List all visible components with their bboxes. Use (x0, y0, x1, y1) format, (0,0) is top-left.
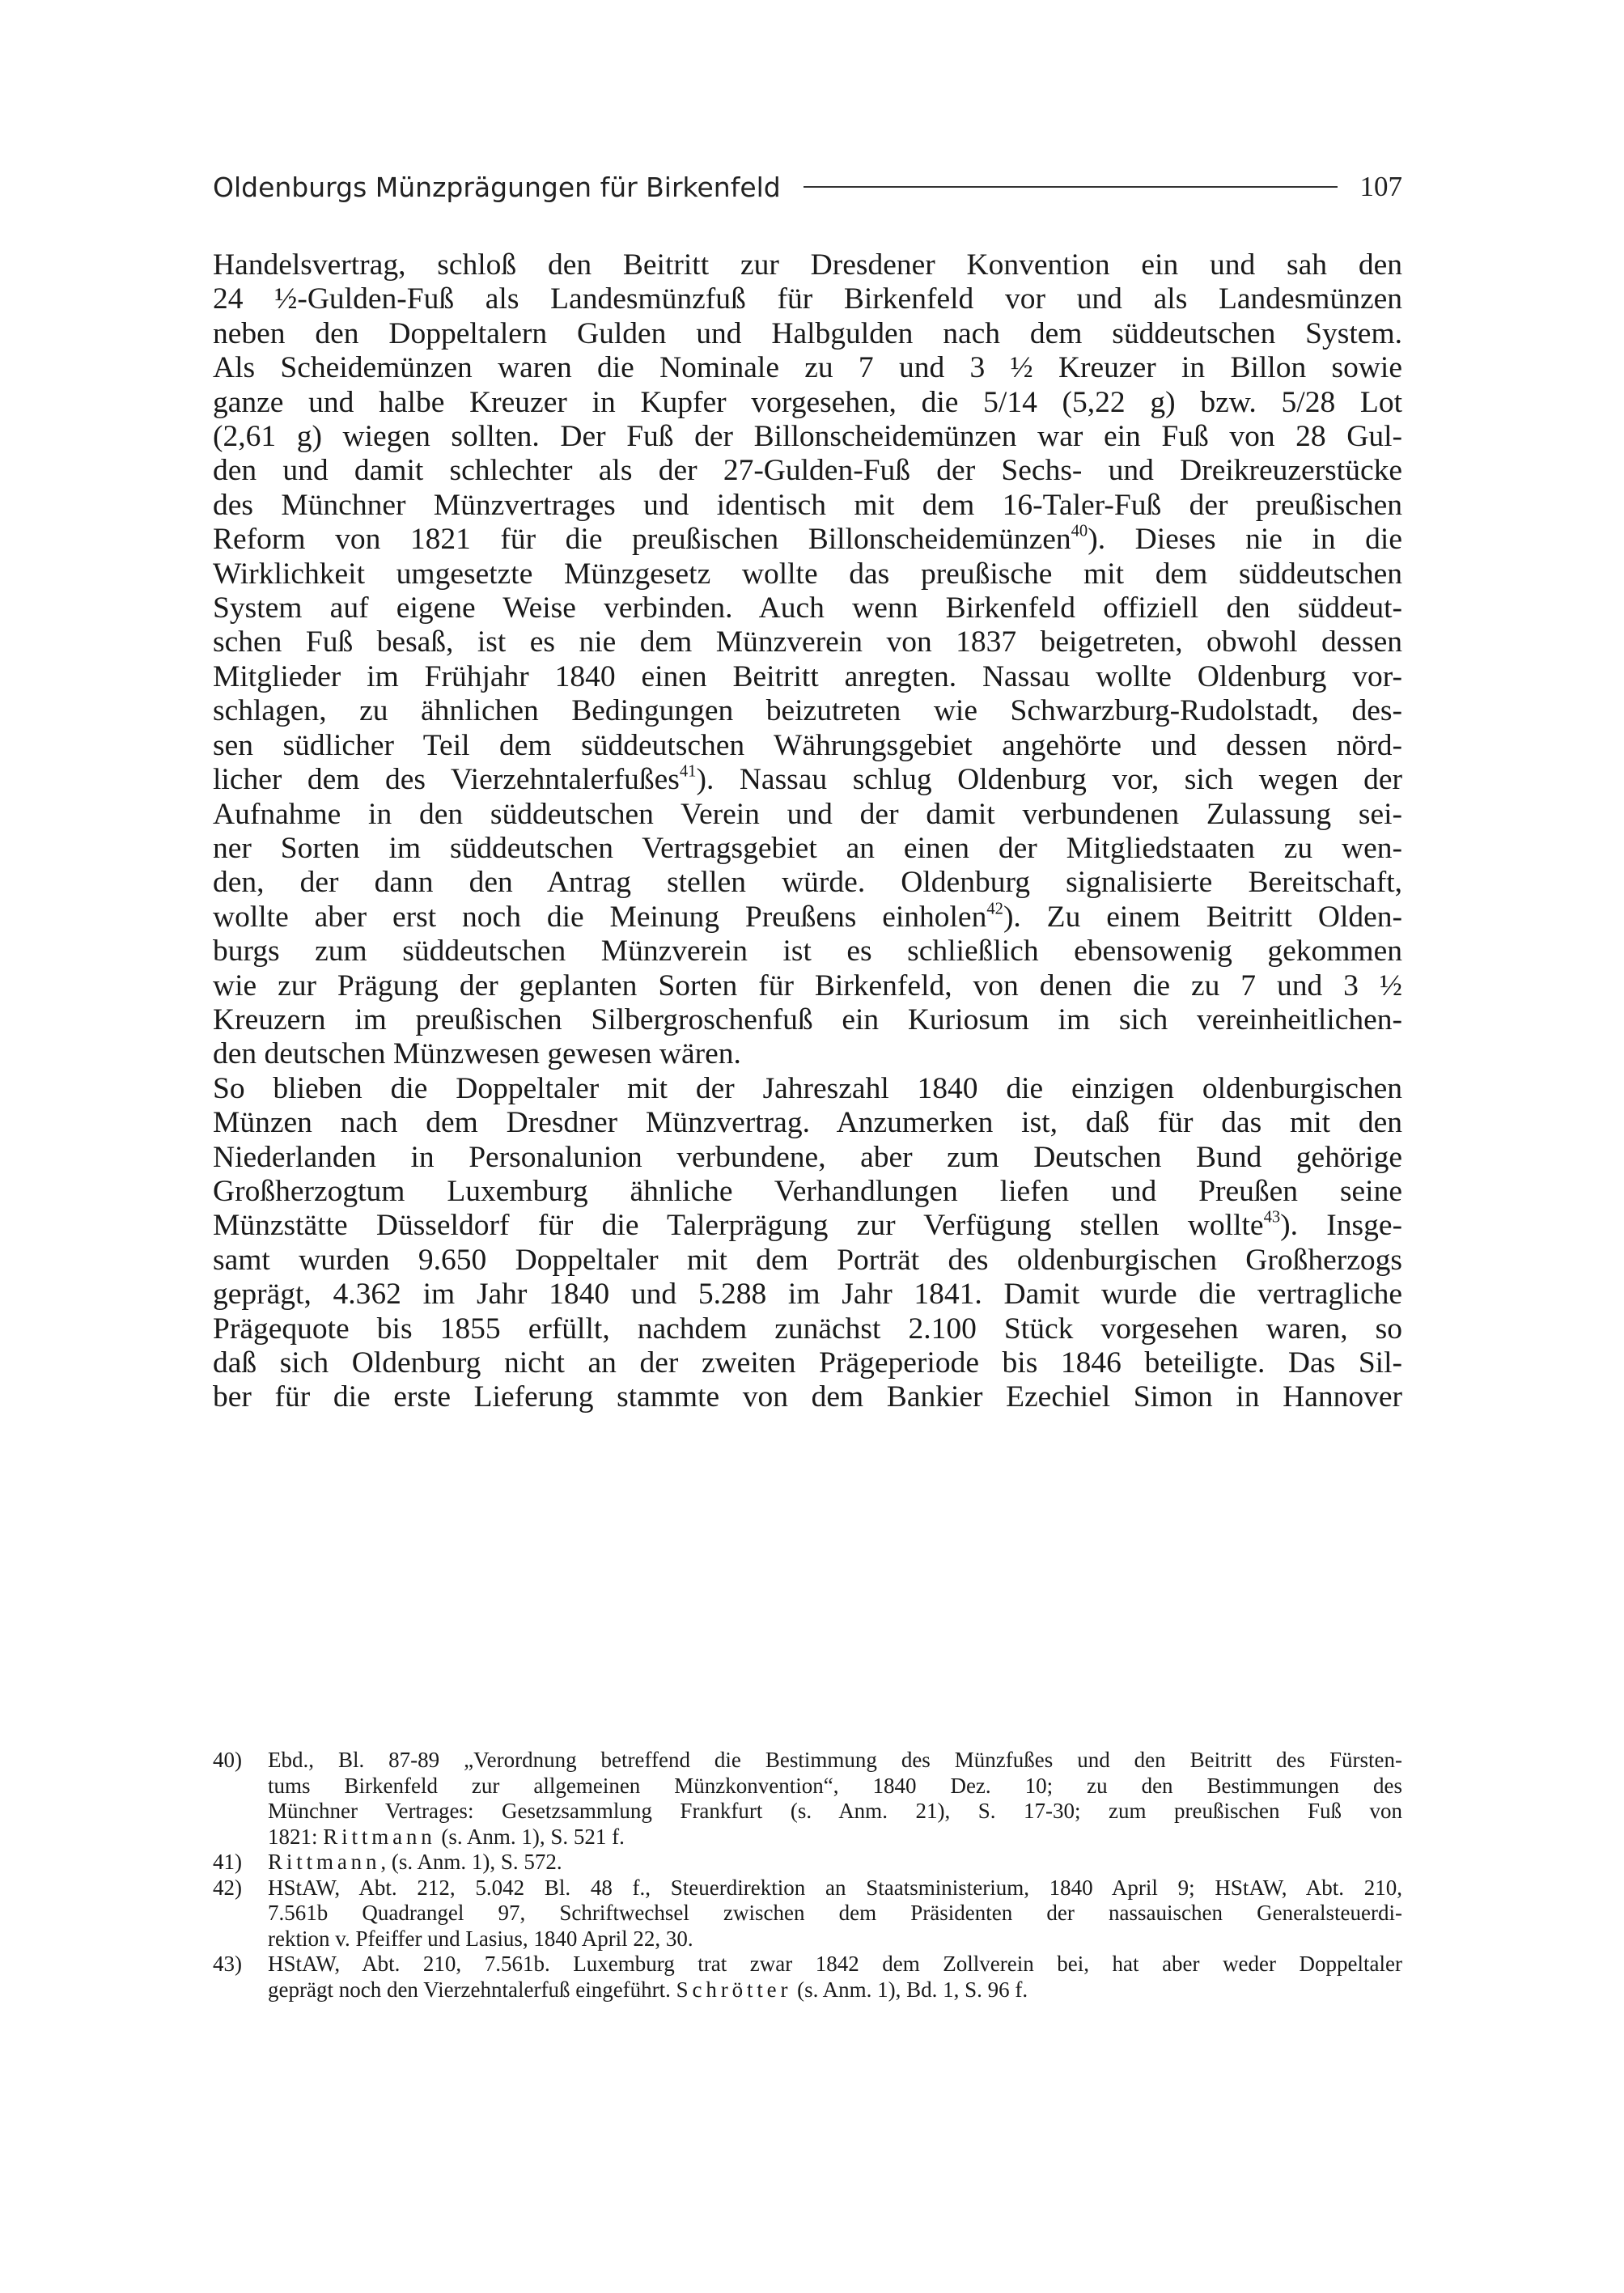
footnote-text (268, 1876, 1402, 1952)
body-line: Aufnahme in den süddeutschen Verein und der damit verbundenen Zulassung sei- (213, 797, 1402, 831)
body-line: neben den Doppeltalern Gulden und Halbgulden nach dem süddeutschen System. (213, 316, 1402, 350)
page-content (213, 158, 1402, 1415)
author-name: Rittmann (323, 1824, 436, 1849)
footnote-ref-41[interactable]: 41 (679, 762, 697, 781)
body-line: den deutschen Münzwesen gewesen wären. (213, 1037, 741, 1071)
footnote-line: rektion v. Pfeiffer und Lasius, 1840 April 22, 30. (268, 1926, 693, 1951)
body-line (213, 1209, 1402, 1243)
body-line: Wirklichkeit umgesetzte Münzgesetz wollte das preußische mit dem süddeutschen (213, 557, 1402, 591)
line-segment: 1821: (268, 1824, 324, 1849)
body-line: 24 ½-Gulden-Fuß als Landesmünzfuß für Birkenfeld vor und als Landesmünzen (213, 282, 1402, 316)
line-segment: (s. Anm. 1), Bd. 1, S. 96 f. (791, 1977, 1028, 2002)
body-line: Großherzogtum Luxemburg ähnliche Verhandlungen liefen und Preußen seine (213, 1174, 1402, 1208)
line-segment: , (s. Anm. 1), S. 572. (380, 1850, 562, 1874)
line-segment: geprägt noch den Vierzehntalerfuß eingeführt. (268, 1977, 676, 2002)
footnote-ref-42[interactable]: 42 (986, 900, 1003, 918)
footnote-41 (213, 1850, 1402, 1876)
footnote-43 (213, 1952, 1402, 2003)
body-line: Niederlanden in Personalunion verbundene, aber zum Deutschen Bund gehörige (213, 1140, 1402, 1174)
body-line: System auf eigene Weise verbinden. Auch wenn Birkenfeld offiziell den süddeut- (213, 591, 1402, 625)
footnote-line: 7.561b Quadrangel 97, Schriftwechsel zwischen dem Präsidenten der nassauischen Generalsteuerdi- (268, 1901, 1402, 1925)
line-segment: ). Insge- (1280, 1209, 1403, 1243)
body-line: Handelsvertrag, schloß den Beitritt zur Dresdener Konvention ein und sah den (213, 248, 1402, 282)
footnote-text (268, 1850, 1402, 1876)
body-line: geprägt, 4.362 im Jahr 1840 und 5.288 im Jahr 1841. Damit wurde die vertragliche (213, 1278, 1402, 1312)
body-line: So blieben die Doppeltaler mit der Jahreszahl 1840 die einzigen oldenburgischen (213, 1071, 1402, 1105)
body-line: wie zur Prägung der geplanten Sorten für Birkenfeld, von denen die zu 7 und 3 ½ (213, 968, 1402, 1002)
body-line: sen südlicher Teil dem süddeutschen Währungsgebiet angehörte und dessen nörd- (213, 728, 1402, 762)
author-name: Rittmann (268, 1850, 381, 1874)
body-line: burgs zum süddeutschen Münzverein ist es schließlich ebensowenig gekommen (213, 935, 1402, 968)
running-head (213, 158, 1402, 216)
footnote-number: 43) (213, 1952, 242, 1976)
footnote-ref-40[interactable]: 40 (1071, 522, 1088, 540)
footnote-line: tums Birkenfeld zur allgemeinen Münzkonvention“, 1840 Dez. 10; zu den Bestimmungen des (268, 1773, 1402, 1798)
body-line (213, 901, 1402, 935)
footnote-number: 41) (213, 1850, 242, 1874)
line-segment: wollte aber erst noch die Meinung Preußens einholen (213, 900, 987, 934)
body-line: den, der dann den Antrag stellen würde. Oldenburg signalisierte Bereitschaft, (213, 866, 1402, 900)
body-line: daß sich Oldenburg nicht an der zweiten Prägeperiode bis 1846 beteiligte. Das Sil- (213, 1346, 1402, 1380)
footnote-line: Ebd., Bl. 87-89 „Verordnung betreffend die Bestimmung des Münzfußes und den Beitritt des Fürsten- (268, 1748, 1402, 1772)
running-head-rule (804, 186, 1338, 188)
line-segment: Münzstätte Düsseldorf für die Talerprägung zur Verfügung stellen wollte (213, 1209, 1264, 1243)
body-line: Prägequote bis 1855 erfüllt, nachdem zunächst 2.100 Stück vorgesehen waren, so (213, 1312, 1402, 1346)
page-number: 107 (1359, 171, 1402, 202)
author-name: Schrötter (676, 1977, 792, 2002)
body-line: ber für die erste Lieferung stammte von dem Bankier Ezechiel Simon in Hannover (213, 1380, 1402, 1414)
footnote-number: 40) (213, 1748, 242, 1772)
footnote-text (268, 1748, 1402, 1850)
body-text (213, 248, 1402, 1415)
running-head-title: Oldenburgs Münzprägungen für Birkenfeld (213, 171, 781, 203)
footnote-number: 42) (213, 1875, 242, 1900)
footnote-line (268, 1977, 1402, 2003)
body-line: den und damit schlechter als der 27-Gulden-Fuß der Sechs- und Dreikreuzerstücke (213, 454, 1402, 488)
line-segment: ). Dieses nie in die (1088, 523, 1402, 557)
body-line: (2,61 g) wiegen sollten. Der Fuß der Billonscheidemünzen war ein Fuß von 28 Gul- (213, 420, 1402, 454)
footnote-42 (213, 1876, 1402, 1952)
footnote-line (268, 1825, 1402, 1850)
footnote-line (268, 1850, 1402, 1876)
body-line: schlagen, zu ähnlichen Bedingungen beizutreten wie Schwarzburg-Rudolstadt, des- (213, 694, 1402, 728)
line-segment: ). Nassau schlug Oldenburg vor, sich wegen der (696, 763, 1402, 797)
body-line: Als Scheidemünzen waren die Nominale zu 7 und 3 ½ Kreuzer in Billon sowie (213, 351, 1402, 385)
footnote-line: HStAW, Abt. 210, 7.561b. Luxemburg trat zwar 1842 dem Zollverein bei, hat aber weder Doppeltaler (268, 1952, 1402, 1976)
footnote-text (268, 1952, 1402, 2003)
line-segment: licher dem des Vierzehntalerfußes (213, 763, 680, 797)
line-segment: (s. Anm. 1), S. 521 f. (435, 1824, 625, 1849)
body-line: schen Fuß besaß, ist es nie dem Münzverein von 1837 beigetreten, obwohl dessen (213, 625, 1402, 659)
body-line: Kreuzern im preußischen Silbergroschenfuß ein Kuriosum im sich vereinheitlichen- (213, 1002, 1402, 1036)
body-line: des Münchner Münzvertrages und identisch mit dem 16-Taler-Fuß der preußischen (213, 488, 1402, 522)
body-line: Münzen nach dem Dresdner Münzvertrag. Anzumerken ist, daß für das mit den (213, 1106, 1402, 1140)
body-line: ner Sorten im süddeutschen Vertragsgebiet an einen der Mitgliedstaaten zu wen- (213, 831, 1402, 865)
footnote-line: HStAW, Abt. 212, 5.042 Bl. 48 f., Steuerdirektion an Staatsministerium, 1840 April 9; HStAW, Abt. 210, (268, 1875, 1402, 1900)
body-line: Mitglieder im Frühjahr 1840 einen Beitritt anregten. Nassau wollte Oldenburg vor- (213, 659, 1402, 693)
line-segment: ). Zu einem Beitritt Olden- (1003, 900, 1402, 934)
body-line: samt wurden 9.650 Doppeltaler mit dem Porträt des oldenburgischen Großherzogs (213, 1243, 1402, 1277)
footnote-line: Münchner Vertrages: Gesetzsammlung Frankfurt (s. Anm. 21), S. 17-30; zum preußischen Fuß von (268, 1799, 1402, 1823)
footnote-40 (213, 1748, 1402, 1850)
body-line: ganze und halbe Kreuzer in Kupfer vorgesehen, die 5/14 (5,22 g) bzw. 5/28 Lot (213, 385, 1402, 419)
footnotes (213, 1748, 1402, 2003)
body-line (213, 523, 1402, 557)
body-line (213, 763, 1402, 797)
line-segment: Reform von 1821 für die preußischen Billonscheidemünzen (213, 523, 1071, 557)
footnote-ref-43[interactable]: 43 (1263, 1208, 1281, 1227)
